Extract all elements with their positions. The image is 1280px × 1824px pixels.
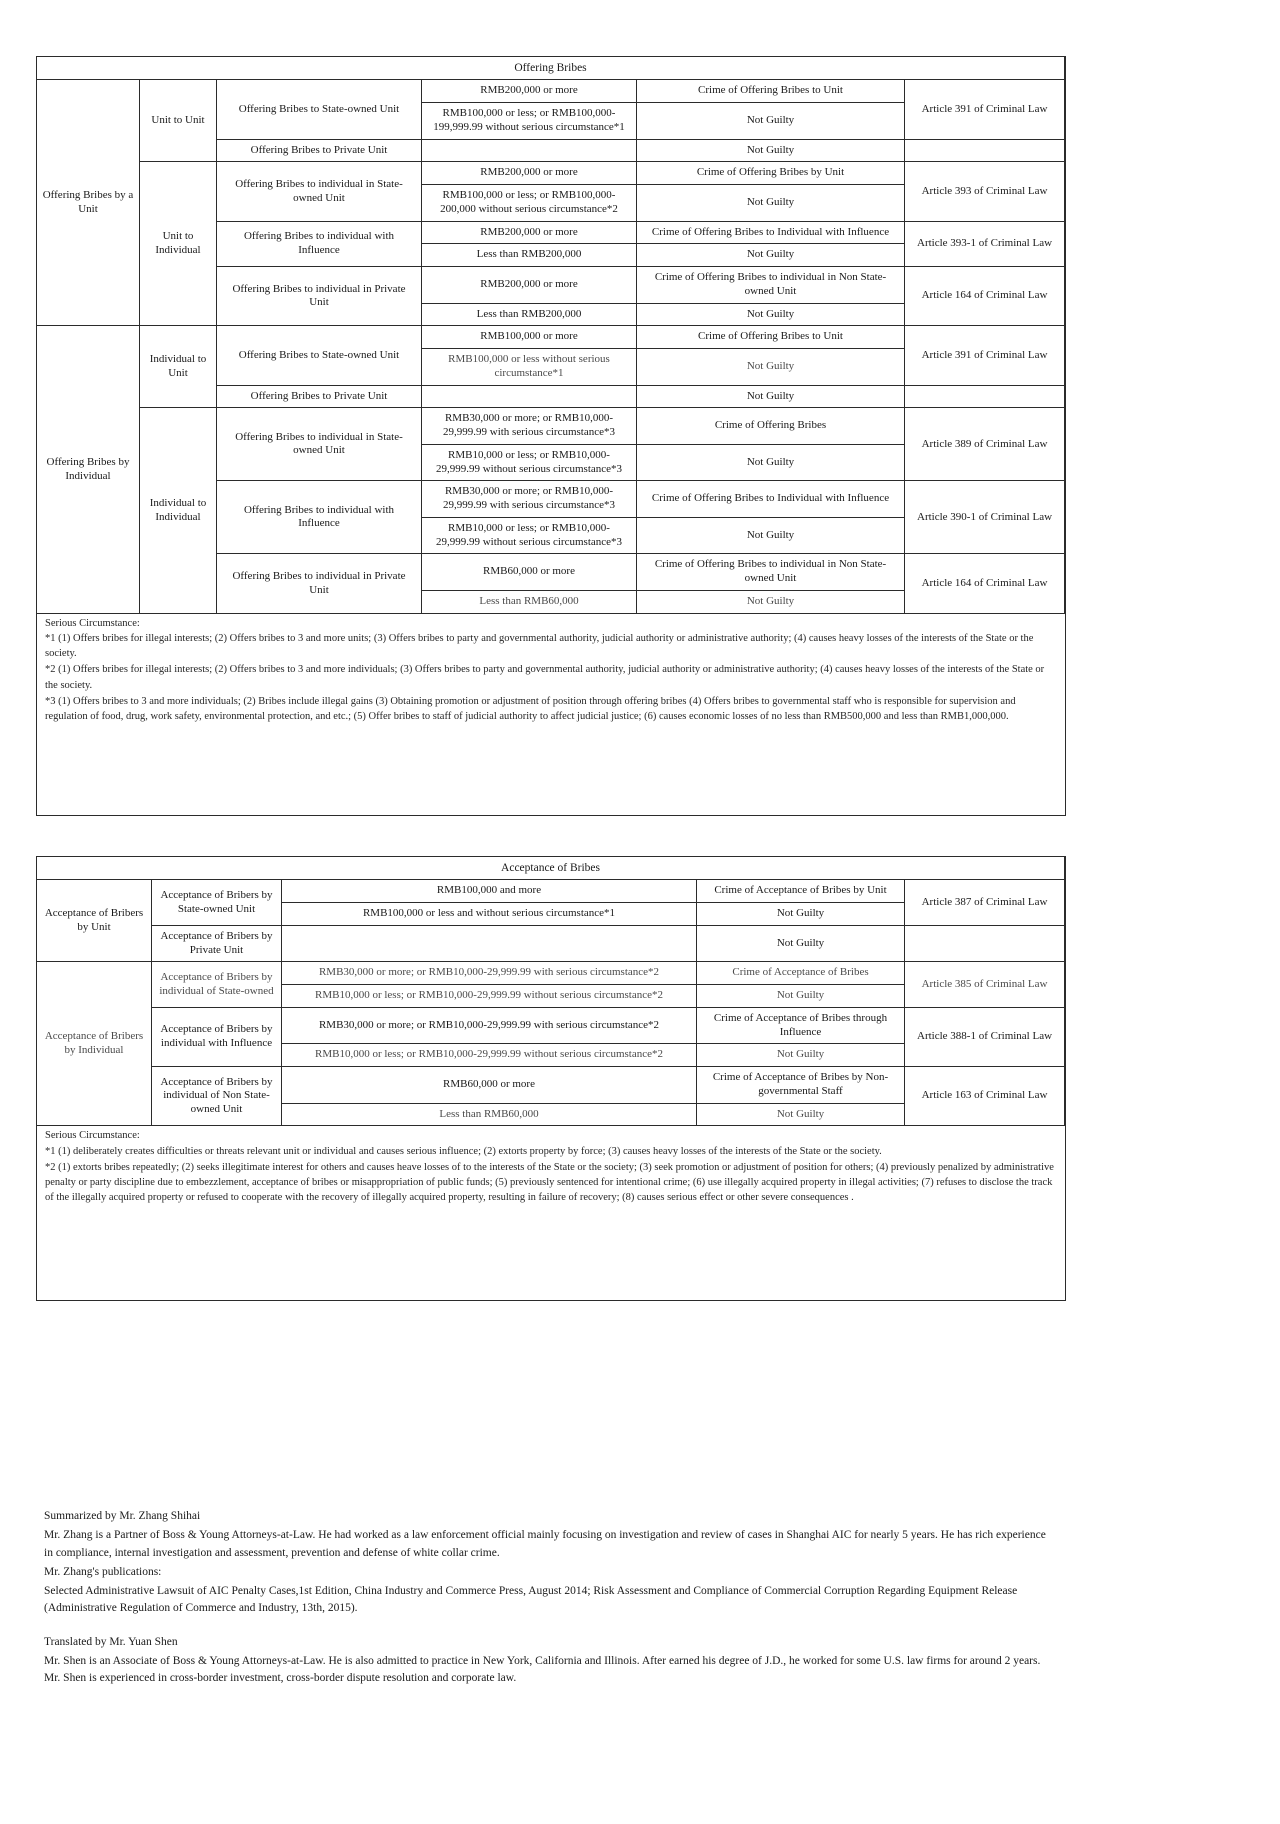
- charge-cell: Not Guilty: [637, 303, 905, 326]
- amount-cell: RMB30,000 or more; or RMB10,000-29,999.99 with serious circumstance*2: [282, 1007, 697, 1044]
- amount-cell: RMB100,000 or less; or RMB100,000-200,000 without serious circumstance*2: [422, 185, 637, 222]
- offering-note-3: *3 (1) Offers bribes to 3 and more individuals; (2) Bribes include illegal gains (3) Obtaining promotion or adjustment of position through offering bribes (4) Offers bribes to governmental staff who is responsible for supervision and regulation of food, drug, work safety, environmental protection, and etc.; (5) Offer bribes to staff of judicial authority to affect judicial justice; (6) causes economic losses of no less than RMB500,000 and less than RMB1,000,000.: [45, 695, 1016, 722]
- amount-cell: Less than RMB200,000: [422, 303, 637, 326]
- conduct-cell: Offering Bribes to individual in State-owned Unit: [217, 162, 422, 221]
- charge-cell: Not Guilty: [637, 139, 905, 162]
- amount-cell: RMB10,000 or less; or RMB10,000-29,999.99 without serious circumstance*3: [422, 444, 637, 481]
- table-title-row: [37, 57, 1065, 80]
- charge-cell: Crime of Offering Bribes to Individual with Influence: [637, 481, 905, 518]
- amount-cell: Less than RMB200,000: [422, 244, 637, 267]
- article-cell: Article 164 of Criminal Law: [905, 554, 1065, 613]
- acceptance-note-1: *1 (1) deliberately creates difficulties or threats relevant unit or individual and causes serious influence; (2) extorts property by force; (3) causes heavy losses of the interests of the State or the society.: [45, 1145, 882, 1157]
- charge-cell: Not Guilty: [637, 244, 905, 267]
- charge-cell: Not Guilty: [697, 1103, 905, 1126]
- conduct-cell: Offering Bribes to Private Unit: [217, 139, 422, 162]
- amount-cell: Less than RMB60,000: [422, 590, 637, 613]
- table-row: [37, 1007, 1065, 1044]
- summarized-by-line: Summarized by Mr. Zhang Shihai: [44, 1510, 201, 1522]
- article-cell: Article 163 of Criminal Law: [905, 1067, 1065, 1126]
- article-cell: Article 391 of Criminal Law: [905, 80, 1065, 139]
- article-cell: Article 393-1 of Criminal Law: [905, 221, 1065, 267]
- charge-cell: Not Guilty: [637, 517, 905, 554]
- table-row: [37, 408, 1065, 445]
- charge-cell: Crime of Offering Bribes to Individual with Influence: [637, 221, 905, 244]
- amount-cell: [422, 385, 637, 408]
- table-title-row: [37, 857, 1065, 880]
- charge-cell: Crime of Acceptance of Bribes by Non-governmental Staff: [697, 1067, 905, 1104]
- charge-cell: Not Guilty: [697, 903, 905, 926]
- charge-cell: Not Guilty: [637, 590, 905, 613]
- article-cell: [905, 385, 1065, 408]
- conduct-cell: Acceptance of Bribers by individual with Influence: [152, 1007, 282, 1066]
- article-cell: Article 385 of Criminal Law: [905, 962, 1065, 1008]
- amount-cell: [422, 139, 637, 162]
- relation-cell: Individual to Unit: [140, 326, 217, 408]
- article-cell: Article 164 of Criminal Law: [905, 267, 1065, 326]
- charge-cell: Not Guilty: [637, 349, 905, 386]
- charge-cell: Not Guilty: [637, 185, 905, 222]
- conduct-cell: Offering Bribes to State-owned Unit: [217, 80, 422, 139]
- charge-cell: Not Guilty: [637, 385, 905, 408]
- table-row: [37, 962, 1065, 985]
- charge-cell: Crime of Acceptance of Bribes by Unit: [697, 880, 905, 903]
- acceptance-table-title: Acceptance of Bribes: [37, 857, 1065, 880]
- conduct-cell: Offering Bribes to individual in Private Unit: [217, 554, 422, 613]
- charge-cell: Crime of Offering Bribes to individual in Non State-owned Unit: [637, 267, 905, 304]
- amount-cell: RMB100,000 or more: [422, 326, 637, 349]
- conduct-cell: Offering Bribes to individual with Influence: [217, 481, 422, 554]
- amount-cell: RMB10,000 or less; or RMB10,000-29,999.99 without serious circumstance*3: [422, 517, 637, 554]
- amount-cell: RMB30,000 or more; or RMB10,000-29,999.99 with serious circumstance*3: [422, 481, 637, 518]
- actor-cell: Offering Bribes by Individual: [37, 326, 140, 613]
- acceptance-note-2: *2 (1) extorts bribes repeatedly; (2) seeks illegitimate interest for others and causes heave losses of to the interests of the State or the society; (3) seek promotion or adjustment of position for others; (4) previously penalized by administrative penalty or party discipline due to embezzlement, acceptance of bribes or misappropriation of public funds; (5) previously sentenced for intentional crime; (6) use illegally acquired property in illegal activities; (7) refuses to disclose the track of the illegally acquired property or refused to cooperate with the recovery of illegally acquired property, resulting in failure of recovery; (8) causes serious effect or other severe consequences .: [45, 1161, 1054, 1204]
- amount-cell: RMB200,000 or more: [422, 221, 637, 244]
- actor-cell: Acceptance of Bribers by Individual: [37, 962, 152, 1126]
- article-cell: [905, 925, 1065, 962]
- charge-cell: Crime of Offering Bribes by Unit: [637, 162, 905, 185]
- acceptance-notes: [37, 1126, 1065, 1212]
- translator-bio: Mr. Shen is an Associate of Boss & Young Attorneys-at-Law. He is also admitted to practice in New York, California and Illinois. After earned his degree of J.D., he worked for some U.S. law firms for around 2 years. Mr. Shen is experienced in cross-border investment, cross-border dispute resolution and corporate law.: [44, 1654, 1041, 1684]
- amount-cell: RMB200,000 or more: [422, 80, 637, 103]
- amount-cell: RMB200,000 or more: [422, 162, 637, 185]
- acceptance-of-bribes-block: [36, 856, 1066, 1301]
- article-cell: Article 387 of Criminal Law: [905, 880, 1065, 926]
- amount-cell: RMB100,000 or less; or RMB100,000-199,999.99 without serious circumstance*1: [422, 103, 637, 140]
- conduct-cell: Acceptance of Bribers by individual of State-owned: [152, 962, 282, 1008]
- amount-cell: RMB30,000 or more; or RMB10,000-29,999.99 with serious circumstance*2: [282, 962, 697, 985]
- translated-by-line: Translated by Mr. Yuan Shen: [44, 1635, 178, 1648]
- conduct-cell: Offering Bribes to individual with Influence: [217, 221, 422, 267]
- conduct-cell: Offering Bribes to State-owned Unit: [217, 326, 422, 385]
- amount-cell: RMB10,000 or less; or RMB10,000-29,999.99 without serious circumstance*2: [282, 1044, 697, 1067]
- charge-cell: Not Guilty: [697, 925, 905, 962]
- offering-bribes-block: [36, 56, 1066, 816]
- article-cell: [905, 139, 1065, 162]
- publications-text: Selected Administrative Lawsuit of AIC Penalty Cases,1st Edition, China Industry and Commerce Press, August 2014; Risk Assessment and Compliance of Commercial Corruption Regarding Equipment Release (Administrative Regulation of Commerce and Industry, 13th, 2015).: [44, 1585, 1018, 1615]
- acceptance-notes-heading: Serious Circumstance:: [45, 1130, 140, 1142]
- charge-cell: Crime of Acceptance of Bribes through Influence: [697, 1007, 905, 1044]
- charge-cell: Not Guilty: [637, 103, 905, 140]
- amount-cell: RMB100,000 and more: [282, 880, 697, 903]
- conduct-cell: Acceptance of Bribers by State-owned Unit: [152, 880, 282, 926]
- conduct-cell: Offering Bribes to individual in State-owned Unit: [217, 408, 422, 481]
- relation-cell: Unit to Individual: [140, 162, 217, 326]
- charge-cell: Crime of Offering Bribes to Unit: [637, 80, 905, 103]
- table-row: [37, 80, 1065, 103]
- conduct-cell: Offering Bribes to Private Unit: [217, 385, 422, 408]
- amount-cell: RMB60,000 or more: [282, 1067, 697, 1104]
- conduct-cell: Offering Bribes to individual in Private Unit: [217, 267, 422, 326]
- article-cell: Article 389 of Criminal Law: [905, 408, 1065, 481]
- amount-cell: RMB60,000 or more: [422, 554, 637, 591]
- actor-cell: Offering Bribes by a Unit: [37, 80, 140, 326]
- article-cell: Article 390-1 of Criminal Law: [905, 481, 1065, 554]
- offering-notes: [37, 614, 1065, 732]
- charge-cell: Crime of Offering Bribes to Unit: [637, 326, 905, 349]
- amount-cell: RMB200,000 or more: [422, 267, 637, 304]
- offering-note-2: *2 (1) Offers bribes for illegal interests; (2) Offers bribes to 3 and more individuals; (3) Offers bribes to party and governmental authority, judicial authority or administrative authority; (4) causes heavy losses of the interests of the State or the society.: [45, 664, 1045, 691]
- summarizer-bio: Mr. Zhang is a Partner of Boss & Young Attorneys-at-Law. He had worked as a law enforcement official mainly focusing on investigation and review of cases in Shanghai AIC for nearly 5 years. He has rich experience in compliance, internal investigation and assessment, prevention and defense of white collar crime.: [44, 1529, 1046, 1559]
- article-cell: Article 393 of Criminal Law: [905, 162, 1065, 221]
- conduct-cell: Acceptance of Bribers by Private Unit: [152, 925, 282, 962]
- offering-table-title: Offering Bribes: [37, 57, 1065, 80]
- offering-note-1: *1 (1) Offers bribes for illegal interests; (2) Offers bribes to 3 and more units; (3) Offers bribes to party and governmental authority, judicial authority or administrative authority; (4) causes heavy losses of the interests of the State or the society.: [45, 632, 1034, 660]
- amount-cell: RMB100,000 or less without serious circumstance*1: [422, 349, 637, 386]
- actor-cell: Acceptance of Bribers by Unit: [37, 880, 152, 962]
- credits-section: [44, 1508, 1054, 1689]
- offering-notes-heading: Serious Circumstance:: [45, 617, 140, 629]
- table-row: [37, 1067, 1065, 1104]
- amount-cell: [282, 925, 697, 962]
- amount-cell: RMB10,000 or less; or RMB10,000-29,999.99 without serious circumstance*2: [282, 985, 697, 1008]
- relation-cell: Unit to Unit: [140, 80, 217, 162]
- charge-cell: Crime of Acceptance of Bribes: [697, 962, 905, 985]
- charge-cell: Not Guilty: [697, 1044, 905, 1067]
- charge-cell: Crime of Offering Bribes: [637, 408, 905, 445]
- charge-cell: Crime of Offering Bribes to individual in Non State-owned Unit: [637, 554, 905, 591]
- offering-bribes-table: [36, 56, 1065, 614]
- charge-cell: Not Guilty: [637, 444, 905, 481]
- table-row: [37, 925, 1065, 962]
- article-cell: Article 391 of Criminal Law: [905, 326, 1065, 385]
- publications-heading: Mr. Zhang's publications:: [44, 1565, 162, 1578]
- amount-cell: RMB30,000 or more; or RMB10,000-29,999.99 with serious circumstance*3: [422, 408, 637, 445]
- acceptance-of-bribes-table: [36, 856, 1065, 1126]
- table-row: [37, 880, 1065, 903]
- amount-cell: Less than RMB60,000: [282, 1103, 697, 1126]
- table-row: [37, 326, 1065, 349]
- amount-cell: RMB100,000 or less and without serious circumstance*1: [282, 903, 697, 926]
- conduct-cell: Acceptance of Bribers by individual of Non State-owned Unit: [152, 1067, 282, 1126]
- article-cell: Article 388-1 of Criminal Law: [905, 1007, 1065, 1066]
- table-row: [37, 162, 1065, 185]
- charge-cell: Not Guilty: [697, 985, 905, 1008]
- relation-cell: Individual to Individual: [140, 408, 217, 613]
